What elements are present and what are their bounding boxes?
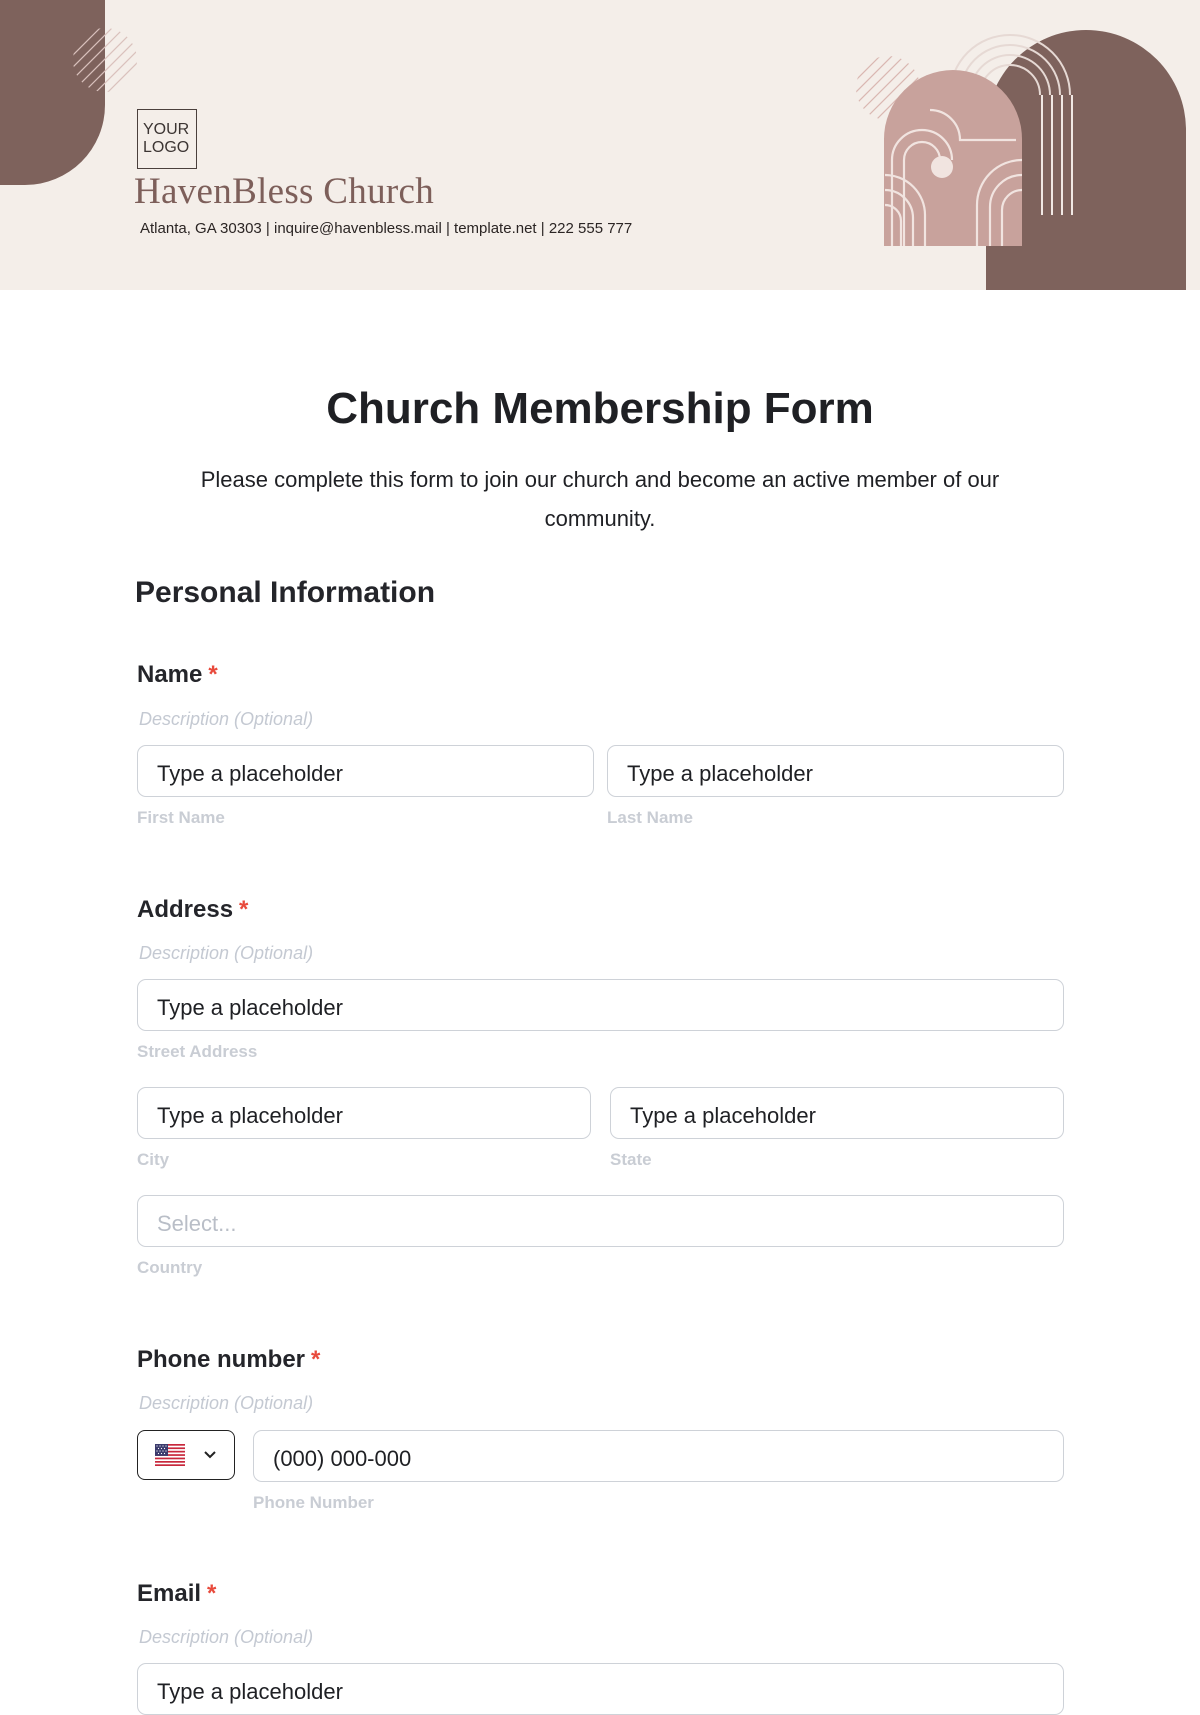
church-name: HavenBless Church [134, 171, 435, 212]
address-description: Description (Optional) [139, 943, 314, 963]
address-label [137, 896, 248, 924]
email-description: Description (Optional) [139, 1627, 314, 1647]
us-flag-icon [155, 1444, 185, 1466]
name-label-text: Name [137, 661, 203, 688]
state-sublabel: State [610, 1150, 652, 1169]
form-title: Church Membership Form [326, 384, 874, 433]
name-label [137, 661, 218, 689]
last-name-input[interactable]: Type a placeholder [607, 745, 1064, 797]
city-input[interactable]: Type a placeholder [137, 1087, 591, 1139]
phone-number-input[interactable]: (000) 000-000 [253, 1430, 1064, 1482]
email-input[interactable]: Type a placeholder [137, 1663, 1064, 1715]
phone-description: Description (Optional) [139, 1393, 314, 1413]
first-name-sublabel: First Name [137, 808, 225, 827]
address-label-text: Address [137, 896, 234, 923]
state-input[interactable]: Type a placeholder [610, 1087, 1064, 1139]
email-label [137, 1580, 216, 1608]
form-description: Please complete this form to join our church and become an active member of our community. [200, 467, 1000, 531]
contact-info: Atlanta, GA 30303 | inquire@havenbless.mail | template.net | 222 555 777 [140, 220, 633, 237]
logo-text-line2: LOGO [143, 139, 190, 156]
required-asterisk: * [311, 1346, 321, 1373]
street-address-input[interactable]: Type a placeholder [137, 979, 1064, 1031]
country-code-select[interactable] [137, 1430, 235, 1480]
logo-placeholder [137, 109, 197, 169]
required-asterisk: * [208, 661, 218, 688]
city-sublabel: City [137, 1150, 170, 1169]
last-name-sublabel: Last Name [607, 808, 693, 827]
phone-label-text: Phone number [137, 1346, 306, 1373]
phone-label [137, 1346, 320, 1374]
phone-number-sublabel: Phone Number [253, 1493, 374, 1512]
street-address-sublabel: Street Address [137, 1042, 258, 1061]
required-asterisk: * [207, 1580, 217, 1607]
required-asterisk: * [239, 896, 249, 923]
email-label-text: Email [137, 1580, 202, 1607]
first-name-input[interactable]: Type a placeholder [137, 745, 594, 797]
country-sublabel: Country [137, 1258, 203, 1277]
section-title-personal: Personal Information [135, 576, 436, 609]
chevron-down-icon [203, 1450, 217, 1460]
page-header [0, 0, 1200, 290]
logo-text-line1: YOUR [143, 121, 190, 138]
country-select[interactable]: Select... [137, 1195, 1064, 1247]
name-description: Description (Optional) [139, 709, 314, 729]
